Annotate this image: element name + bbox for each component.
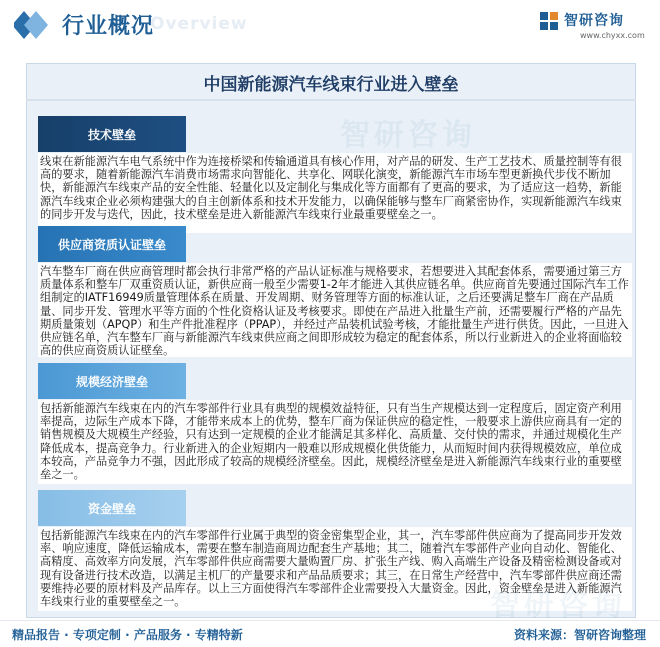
title-divider bbox=[26, 99, 636, 101]
brand-url: www.chyxx.com bbox=[580, 31, 645, 40]
section-label: 规模经济壁垒 bbox=[75, 375, 148, 389]
footer-source: 资料来源：智研咨询整理 bbox=[513, 628, 646, 642]
section-body-scale: 包括新能源汽车线束在内的汽车零部件行业具有典型的规模效益特征，只有当生产规模达到一定程度后，固定资产利用率提高，边际生产成本下降，才能带来成本上的优势，整车厂商为保证供应的稳定性，一般要求上游供应商具有一定的销售规模及大规模生产经验，只有达到一定规模的企业才能满足其多样化、高质量、交付快的需求，并通过规模化生产降低成本，提高竞争力。行业新进入的企业短期内一般难以形成规模化供货能力，从而短时间内获得规模效应，单位成本较高，产品竞争力不强，因此形成了较高的规模经济壁垒。因此，规模经济壁垒是进入新能源汽车线束行业的重要壁垒之一。 bbox=[38, 400, 632, 484]
header-title: 行业概况 bbox=[62, 14, 155, 39]
header-ghost-text: Overview bbox=[150, 14, 248, 34]
diamond-logo-icon bbox=[14, 8, 52, 42]
section-header-capital bbox=[38, 490, 186, 526]
section-label: 供应商资质认证壁垒 bbox=[57, 238, 166, 252]
section-label: 资金壁垒 bbox=[87, 502, 136, 516]
footer bbox=[0, 620, 660, 647]
section-header-scale bbox=[38, 363, 186, 399]
section-body-tech: 线束在新能源汽车电气系统中作为连接桥梁和传输通道具有核心作用，对产品的研发、生产工艺技术、质量控制等有很高的要求，随着新能源汽车消费市场需求向智能化、共享化、网联化演变，新能源汽车市场车型更新换代步伐不断加快，新能源汽车线束产品的安全性能、轻量化以及定制化与集成化等方面都有了更高的要求，为了适应这一趋势，新能源汽车线束企业必须构建强大的自主创新体系和技术开发能力，以确保能够与整车厂商紧密协作，实现新能源汽车线束的同步开发与迭代，因此，技术壁垒是进入新能源汽车线束行业最重要壁垒之一。 bbox=[38, 153, 632, 233]
section-label: 技术壁垒 bbox=[87, 128, 136, 142]
page-title: 中国新能源汽车线束行业进入壁垒 bbox=[203, 75, 459, 95]
footer-services: 精品报告 · 专项定制 · 产品服务 · 专精特新 bbox=[12, 628, 243, 642]
brand-logo bbox=[540, 10, 652, 42]
brand-name: 智研咨询 bbox=[564, 13, 624, 29]
section-body-supplier: 汽车整车厂商在供应商管理时都会执行非常严格的产品认证标准与规格要求，若想要进入其配套体系，需要通过第三方质量体系和整车厂双重资质认证，新供应商一般至少需要1-2年才能进入其供应链名单。供应商首先要通过国际汽车工作组制定的IATF16949质量管理体系在质量、开发周期、财务管理等方面的标准认证，之后还要满足整车厂商在产品质量、同步开发、管理水平等方面的个性化资格认证及考核要求。即使在产品进入批量生产前，还需要履行严格的产品先期质量策划（APQP）和生产件批准程序（PPAP），并经过产品装机试验考核，才能批量生产进行供货。因此，一旦进入供应链名单，汽车整车厂商与新能源汽车线束供应商之间即形成较为稳定的配套体系，所以行业新进入的企业将面临较高的供应商资质认证壁垒。 bbox=[38, 263, 632, 357]
section-header-supplier bbox=[38, 226, 186, 262]
header bbox=[0, 0, 660, 48]
brand-logo-icon bbox=[540, 12, 558, 30]
section-header-tech bbox=[38, 116, 186, 152]
section-body-capital: 包括新能源汽车线束在内的汽车零部件行业属于典型的资金密集型企业，其一，汽车零部件供应商为了提高同步开发效率、响应速度，降低运输成本，需要在整车制造商周边配套生产基地；其二，随着汽车零部件产业向自动化、智能化、高精度、高效率方向发展，汽车零部件供应商需要大量购置厂房、扩张生产线、购入高端生产设备及精密检测设备或对现有设备进行技术改造，以满足主机厂的产量要求和产品品质要求；其三，在日常生产经营中，汽车零部件供应商还需要维持必要的原材料及产品库存。以上三方面使得汽车零部件企业需要投入大量资金。因此，资金壁垒是进入新能源汽车线束行业的重要壁垒之一。 bbox=[38, 527, 632, 611]
